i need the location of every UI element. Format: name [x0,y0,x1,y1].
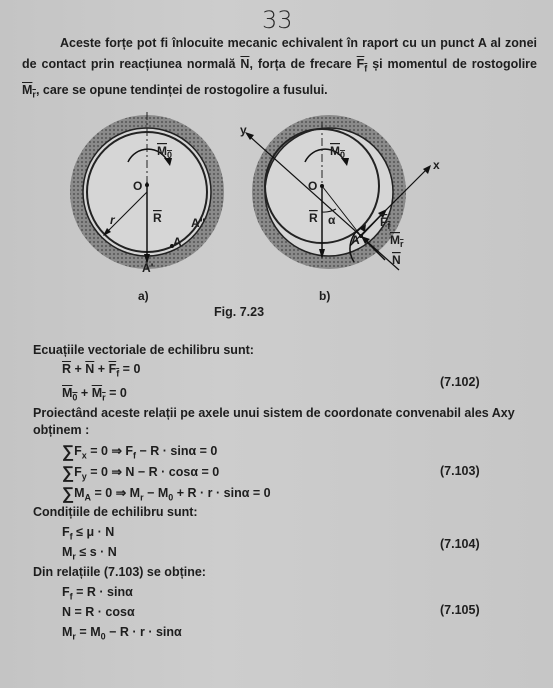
eq-text: = 0 ⇒ [91,486,130,500]
equation-friction-condition [62,525,114,542]
equation-sum-fx [62,443,217,461]
eq-text: = 0 [105,386,127,400]
label-F: F [380,215,388,229]
label-A-a: A [173,235,182,249]
label-R-b: R [309,211,318,225]
eq-sub: f [133,450,137,461]
equation-ff-result [62,585,133,602]
eq-sym-main: F [62,585,70,599]
label-M: M [330,144,340,158]
eq-sub: f [69,591,73,602]
label-M: M [390,233,400,247]
eq-sub: r [72,551,76,562]
equation-n-result [62,605,135,619]
label-sub: 0 [167,150,173,160]
intro-text-4: , care se opune tendinței de rostogolire a fusului. [35,82,328,97]
equation-vector-forces [62,362,140,379]
equation-number: (7.102) [440,375,480,389]
diagram-a [70,112,224,303]
eq-sym-main: M [90,625,101,639]
section-heading-4: Din relațiile (7.103) se obține: [33,565,206,579]
diagram-b [240,115,440,303]
equation-sum-ma [62,485,271,503]
figure-caption: Fig. 7.23 [214,305,265,319]
eq-sym [91,386,106,403]
eq-text: = 0 ⇒ [86,444,126,458]
eq-text: = R · sinα [72,585,133,599]
eq-text: + R · r · sinα = 0 [173,486,271,500]
eq-sym: $\overline{R}$ [62,362,72,376]
eq-sym [62,386,78,403]
equation-number: (7.105) [440,603,480,617]
eq-sym-main: F [74,465,82,479]
intro-paragraph [22,33,537,105]
page-number: 33 [262,6,293,34]
section-heading-3: Condițiile de echilibru sunt: [33,505,198,519]
label-A2-a: A" [191,216,206,230]
label-Mr-b [390,233,404,249]
equation-number: (7.103) [440,464,480,478]
eq-text: + [77,386,92,400]
eq-sub: f [116,368,120,379]
equation-rolling-condition [62,545,117,562]
equation-number: (7.104) [440,537,480,551]
eq-sym-main: M [91,386,103,400]
caption-b: b) [319,289,331,303]
eq-sym-main: M [74,486,85,500]
eq-text: ≤ s · N [75,545,117,559]
eq-sym-main: M [157,486,169,500]
center-point-a [145,183,149,187]
label-sub: 0 [340,150,346,160]
figure-7-23 [60,112,480,307]
bore-circle-b [265,128,393,256]
eq-sub: 0 [168,492,174,503]
label-O-b: O [308,179,318,193]
section-heading-2a: Proiectând aceste relații pe axele unui sistem de coordonate convenabil ales Axy [33,406,515,420]
label-M: M [157,144,167,158]
symbol-sub: f [364,63,368,74]
eq-sym-main: M [62,625,73,639]
section-heading-2b: obținem : [33,423,90,437]
eq-text: ≤ μ · N [72,525,115,539]
label-r-a: r [110,213,115,227]
eq-sym [108,362,120,379]
center-point-b [320,184,324,188]
eq-sym: $\overline{N}$ [85,362,95,376]
eq-text: + [94,362,109,376]
eq-sym-main: M [129,486,141,500]
symbol-Mr [22,83,36,97]
section-heading-1: Ecuațiile vectoriale de echilibru sunt: [33,343,254,357]
x-axis-arrow [423,165,431,174]
contact-point-a [145,254,149,258]
label-y-b: y [240,123,247,137]
label-A1-a: A' [142,261,154,275]
eq-sym-main: F [74,444,82,458]
eq-sub: r [72,631,76,642]
intro-text-3: și momentul de rostogolire [367,57,537,71]
sigma-symbol: ∑ [62,442,75,461]
label-x-b: x [433,158,440,172]
equation-vector-moments [62,386,127,403]
label-O-a: O [133,179,143,193]
caption-a: a) [138,289,149,303]
eq-text: − R · sinα = 0 [136,444,218,458]
label-A-b: A [351,233,360,247]
eq-text: − R · r · sinα [105,625,182,639]
eq-sym-main: F [62,525,70,539]
eq-sub: x [81,450,87,461]
eq-sub: f [69,531,73,542]
eq-sub: r [140,492,144,503]
label-N-b: N [392,253,401,267]
eq-sub: y [81,471,87,482]
label-R-a: R [153,211,162,225]
eq-text: N = R · cosα [62,605,135,619]
eq-sub: 0 [100,631,106,642]
label-alpha-b: α [328,213,336,227]
eq-text: − [143,486,158,500]
equation-mr-result [62,625,182,642]
symbol-sub: r [32,89,36,99]
eq-sym-main: M [62,545,73,559]
symbol-Ff [356,57,368,74]
eq-text: = 0 ⇒ N − R · cosα = 0 [86,465,220,479]
eq-sym-main: M [62,386,73,400]
eq-text: = 0 [119,362,141,376]
intro-text-1: Aceste forțe pot fi înlocuite mecanic echivalent în raport cu un punct A al zonei de contact prin reacțiunea normală [22,36,537,71]
symbol-M: M [22,82,33,97]
eq-sub: A [84,492,92,503]
eq-sub: r [102,392,106,403]
eq-sub: 0 [72,392,78,403]
eq-text: = [75,625,91,639]
label-sub: f [387,221,391,231]
intro-text-2: , forța de frecare [249,57,357,71]
label-sub: r [400,239,404,249]
equation-sum-fy [62,464,219,482]
sigma-symbol: ∑ [62,463,75,482]
eq-sym-main: F [125,444,134,458]
symbol-F: F [356,57,365,71]
sigma-symbol: ∑ [62,484,75,503]
symbol-N: $\overline{N}$ [240,57,250,71]
eq-text: + [71,362,86,376]
eq-sym-main: F [108,362,117,376]
